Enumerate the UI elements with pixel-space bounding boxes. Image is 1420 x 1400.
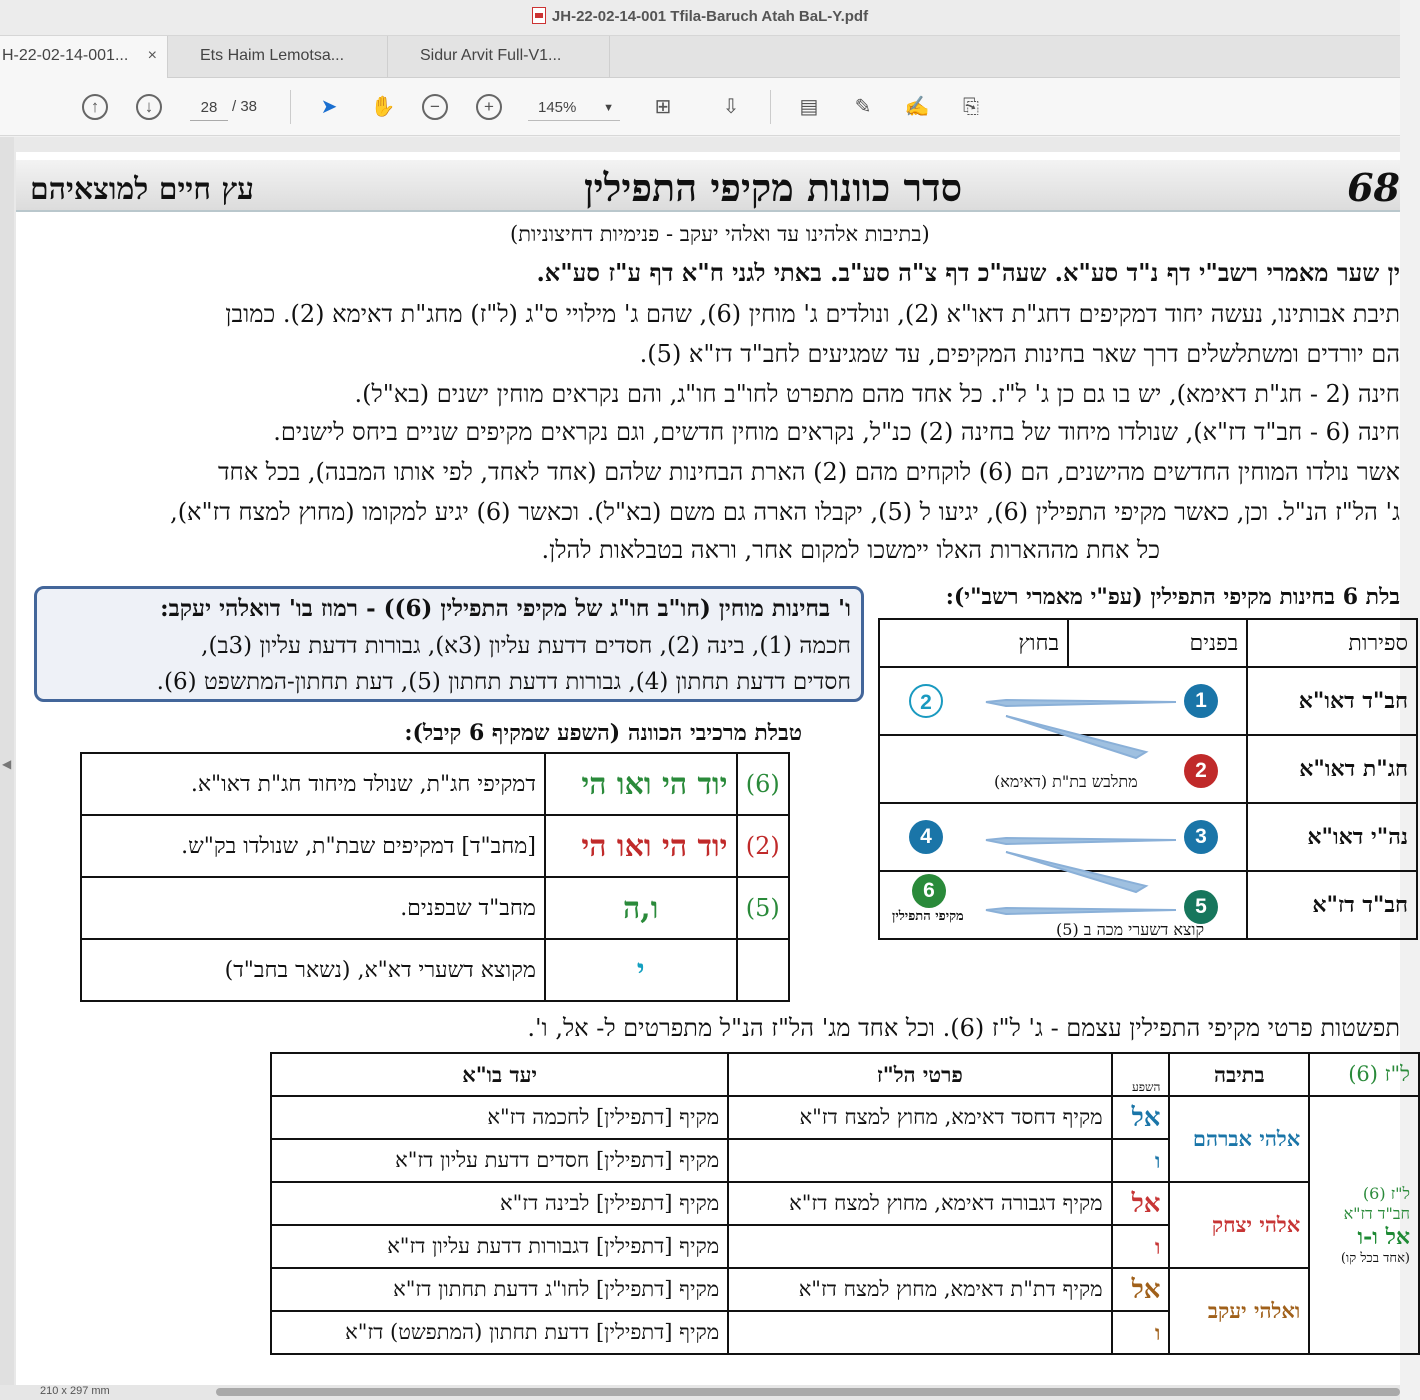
- sefira-cell: חב"ד דאו"א: [1247, 667, 1417, 735]
- table2-title: בלת 6 בחינות מקיפי התפילין (עפ"י מאמרי רשב"י):: [945, 584, 1400, 610]
- table-header-row: [271, 1053, 1419, 1096]
- paragraph-line: הם יורדים ומשתלשלים דרך שאר בחינות המקיפים, עד שמגיעים לחב"ד דז"א (5).: [639, 340, 1400, 368]
- step-4-badge: 4: [909, 820, 943, 854]
- arrow-icon: [1006, 716, 1146, 758]
- paragraph-line: אשר נולדו המוחין החדשים מהישנים, הם (6) לוקחים מהם (2) הארת הבחינות שלהם (אחד לאחד, לפי אותו המבנה), בכל אחד: [218, 458, 1400, 486]
- header-book-title: עץ חיים למוצאיהם: [30, 172, 255, 207]
- step-3-badge: 3: [1184, 820, 1218, 854]
- table-cell: דמקיפי חג"ת, שנולד מיחוד חג"ת דאו"א.: [81, 753, 545, 815]
- prev-page-icon[interactable]: ↑: [82, 94, 108, 120]
- step-1-badge: 1: [1184, 684, 1218, 718]
- select-cursor-icon[interactable]: ➤: [320, 96, 338, 118]
- chevron-left-icon: ◀: [2, 757, 12, 771]
- header-cell: פרטי הל"ז: [728, 1053, 1111, 1096]
- table1-title: טבלת מרכיבי הכוונה (השפע שמקיף 6 קיבל):: [404, 720, 802, 746]
- box-line: חכמה (1), בינה (2), חסדים דדעת עליון (3א), גבורות דדעת עליון (3ב),: [201, 633, 851, 659]
- table-header-row: [879, 619, 1417, 667]
- table-cell: (6): [737, 753, 789, 815]
- table-cell: מקיף דת"ת דאימא, מחוץ למצח דז"א: [728, 1268, 1111, 1311]
- table-cell: אל: [1112, 1268, 1170, 1311]
- table-row: [81, 815, 789, 877]
- table-cell: מקיף [דתפילין] לבינה דז"א: [271, 1182, 728, 1225]
- table-cell: ו: [1112, 1311, 1170, 1354]
- window-titlebar: [0, 0, 1400, 36]
- table-cell: אל: [1112, 1096, 1170, 1139]
- arrow-icon: [1006, 852, 1146, 892]
- table-cell: [737, 939, 789, 1001]
- highlight-icon[interactable]: ✎: [854, 96, 872, 118]
- header-cell: בחוץ: [879, 619, 1068, 667]
- comment-icon[interactable]: ▤: [799, 96, 819, 118]
- subtitle: (בתיבות אלהינו עד ואלהי יעקב - פנימיות דחיצוניות): [510, 222, 930, 246]
- table-row: [271, 1182, 1419, 1225]
- table-cell: מקיף דחסד דאימא, מחוץ למצח דז"א: [728, 1096, 1111, 1139]
- header-cell: ל"ז (6): [1309, 1053, 1419, 1096]
- table-cell: מקוצא דשערי דא"א, (נשאר בחב"ד): [81, 939, 545, 1001]
- tab-document-3[interactable]: Sidur Arvit Full-V1...: [388, 36, 610, 78]
- paragraph-line: חינה (2 - חג"ת דאימא), יש בו גם כן ג' ל"ז. כל אחד מהם מתפרט לחו"ב חו"ג, והם נקראים מוחין ישנים (בא"ל).: [354, 380, 1400, 408]
- header-cell: בתיבה: [1169, 1053, 1309, 1096]
- tab-document-2[interactable]: Ets Haim Lemotsa...: [168, 36, 388, 78]
- row-note: מקיפי התפילין: [892, 909, 964, 924]
- header-cell: יעד בו"א: [271, 1053, 728, 1096]
- pdf-file-icon: [532, 7, 546, 24]
- paragraph-line: חינה (6 - חב"ד דז"א), שנולדו מיחוד של בחינה (2) כנ"ל, נקראים מוחין חדשים, וגם נקראים מקיפים שניים ביחס לישנים.: [273, 418, 1400, 446]
- page-header: [16, 160, 1400, 212]
- page-size-label: 210 x 297 mm: [40, 1385, 110, 1397]
- header-cell: בפנים: [1068, 619, 1247, 667]
- next-page-icon[interactable]: ↓: [136, 94, 162, 120]
- sefira-cell: נה"י דאו"א: [1247, 803, 1417, 871]
- source-line: ין שער מאמרי רשב"י דף נ"ד סע"א. שעה"כ דף צ"ה סע"ב. באתי לגני ח"א דף ע"ז סע"א.: [536, 258, 1400, 287]
- table-cell: יוד הי ואו הי: [545, 815, 737, 877]
- mochin-info-box: [34, 586, 864, 702]
- tab-document-1[interactable]: H-22-02-14-001... ×: [0, 36, 168, 78]
- details-table: [270, 1052, 1420, 1355]
- table-cell: י: [545, 939, 737, 1001]
- hand-tool-icon[interactable]: ✋: [370, 96, 396, 118]
- header-cell: ספירות: [1247, 619, 1417, 667]
- step-5-badge: 5: [1184, 890, 1218, 924]
- table-cell: מקיף [דתפילין] חסדים דדעת עליון דז"א: [271, 1139, 728, 1182]
- chevron-down-icon: ▼: [603, 102, 614, 114]
- table-row: [81, 877, 789, 939]
- scroll-mode-icon[interactable]: ⇩: [722, 96, 740, 118]
- table-cell: (5): [737, 877, 789, 939]
- sign-icon[interactable]: ✍: [904, 96, 930, 118]
- table-cell: ו: [1112, 1139, 1170, 1182]
- table-cell: ו,ה: [545, 877, 737, 939]
- table-row: [81, 939, 789, 1001]
- zoom-out-icon[interactable]: −: [422, 94, 448, 120]
- table-cell: אלהי יצחק: [1169, 1182, 1309, 1268]
- sidebar-toggle[interactable]: [0, 137, 14, 1400]
- table-cell: (2): [737, 815, 789, 877]
- zoom-in-icon[interactable]: +: [476, 94, 502, 120]
- box-line: ו' בחינות מוחין (חו"ב חו"ג של מקיפי התפילין (6)) - רמוז בו' דואלהי יעקב:: [160, 595, 851, 622]
- arrow-icon: [986, 700, 1176, 706]
- table-cell: אל: [1112, 1182, 1170, 1225]
- sefira-cell: חב"ד דז"א: [1247, 871, 1417, 939]
- arrow-icon: [986, 838, 1176, 844]
- table-cell: ואלהי יעקב: [1169, 1268, 1309, 1354]
- side-cell: ל"ז (6) חב"ד דז"א אל ו-ו (אחד בכל קו): [1309, 1096, 1419, 1354]
- tab-bar: [0, 36, 1400, 78]
- step-6-badge: 6: [912, 874, 946, 908]
- table-cell: מקיף דגבורה דאימא, מחוץ למצח דז"א: [728, 1182, 1111, 1225]
- horizontal-scrollbar[interactable]: [216, 1388, 1400, 1396]
- toolbar: [0, 78, 1400, 136]
- table-cell: אלהי אברהם: [1169, 1096, 1309, 1182]
- pdf-page: [16, 152, 1410, 1385]
- close-tab-icon[interactable]: ×: [147, 47, 157, 64]
- table-cell: מחב"ד שבפנים.: [81, 877, 545, 939]
- window-title: JH-22-02-14-001 Tfila-Baruch Atah BaL-Y.pdf: [0, 7, 1400, 25]
- page-number-input[interactable]: 28: [190, 95, 228, 121]
- table-cell: מקיף [דתפילין] דדעת תחתון (המתפשט) דז"א: [271, 1311, 728, 1354]
- table-cell: [מחב"ד] דמקיפים שבת"ת, שנולדו בק"ש.: [81, 815, 545, 877]
- arrow-icon: [986, 908, 1176, 914]
- table-cell: מקיף [דתפילין] לחו"ג דדעת תחתון דז"א: [271, 1268, 728, 1311]
- row-note: מתלבש בת"ת (דאימא): [994, 772, 1138, 791]
- table-cell: [728, 1225, 1111, 1268]
- export-icon[interactable]: ⎘: [963, 96, 979, 118]
- header-section-title: סדר כוונות מקיפי התפילין: [584, 165, 963, 210]
- fit-page-icon[interactable]: ⊞: [654, 96, 672, 118]
- table-cell: יוד הי ואו הי: [545, 753, 737, 815]
- box-line: חסדים דדעת תחתון (4), גבורות דדעת תחתון (5), דעת תחתון-המתשפט (6).: [156, 669, 851, 695]
- paragraph-line: כל אחת מההארות האלו יימשכו למקום אחר, וראה בטבלאות להלן.: [541, 536, 1160, 564]
- spread-line: תפשטות פרטי מקיפי התפילין עצמם - ג' ל"ז (6). וכל אחד מג' הל"ז הנ"ל מתפרטים ל- אל, ו'.: [527, 1014, 1400, 1042]
- table-cell: [728, 1311, 1111, 1354]
- step-2-badge: 2: [1184, 754, 1218, 788]
- paragraph-line: ג' הל"ז הנ"ל. וכן, כאשר מקיפי התפילין (6), יגיעו ל (5), יקבלו הארה גם משם (בא"ל). וכאשר (6) יגיע למקומו (מחוץ למצח דז"א),: [170, 498, 1400, 526]
- table-cell: מקיף [דתפילין] לחכמה דז"א: [271, 1096, 728, 1139]
- sefira-cell: חג"ת דאו"א: [1247, 735, 1417, 803]
- header-cell: השפע: [1112, 1053, 1170, 1096]
- table-row: [81, 753, 789, 815]
- zoom-select[interactable]: 145% ▼: [528, 95, 620, 121]
- table-row: [271, 1268, 1419, 1311]
- row-note: קוצא דשערי מכה ב (5): [1056, 920, 1205, 939]
- table-row: [271, 1096, 1419, 1139]
- page-number: 68: [1347, 165, 1400, 210]
- page-total: / 38: [232, 98, 258, 115]
- paragraph-line: תיבת אבותינו, נעשה יחוד דמקיפים דחג"ת דאו"א (2), ונולדים ג' מוחין (6), שהם ג' מילויי ס"ג (ל"ז) מחג"ת דאימא (2). כמובן: [225, 300, 1400, 328]
- components-table: [80, 752, 790, 1002]
- step-2-outline-badge: 2: [909, 684, 943, 718]
- table-cell: [728, 1139, 1111, 1182]
- table-cell: ו: [1112, 1225, 1170, 1268]
- table-cell: מקיף [דתפילין] דגבורות דדעת עליון דז"א: [271, 1225, 728, 1268]
